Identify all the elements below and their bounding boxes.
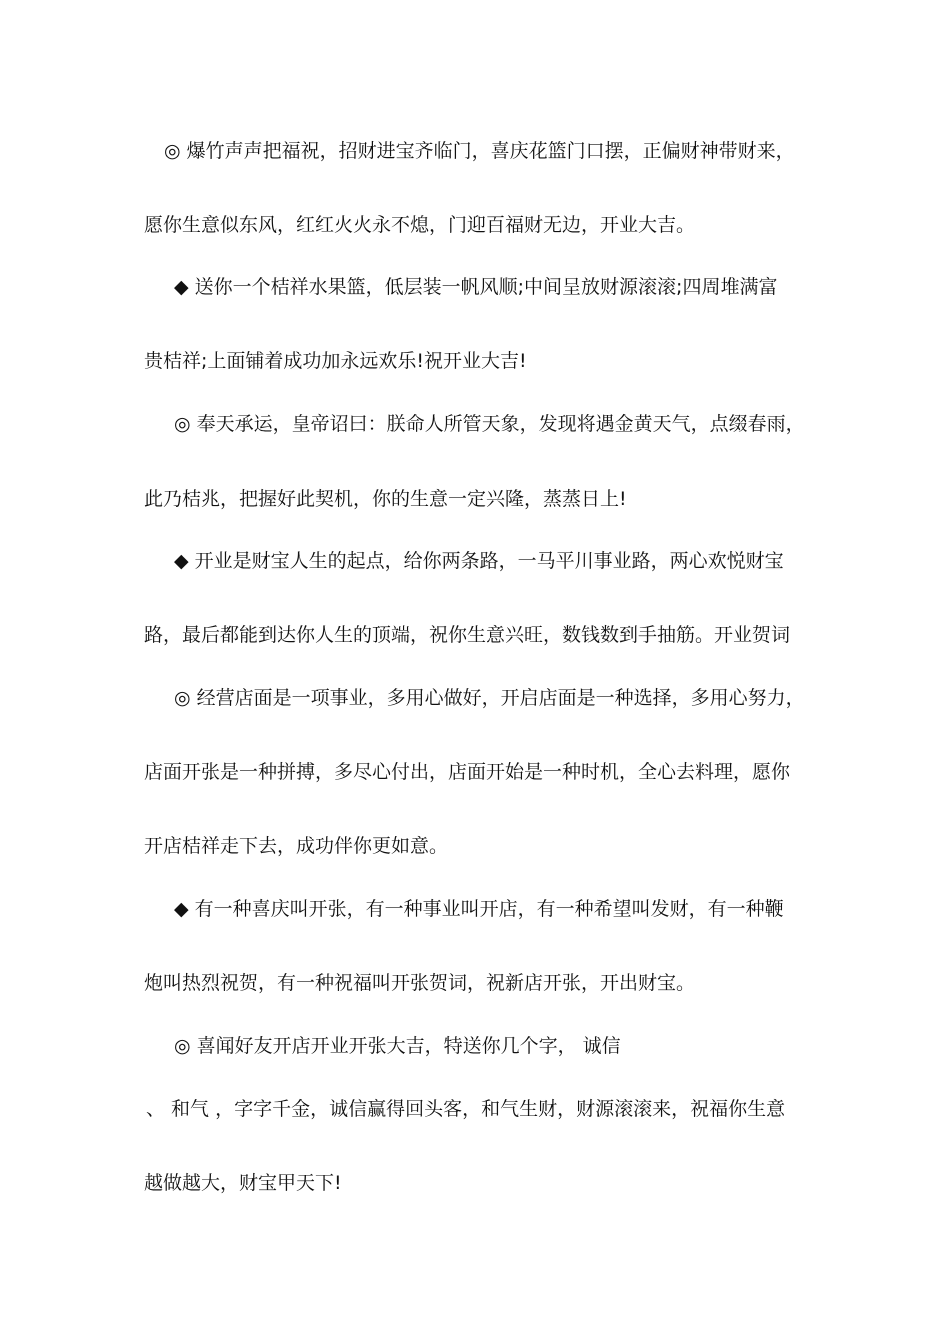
text-line: 开店桔祥走下去，成功伴你更如意。: [144, 835, 449, 857]
text-line: ◆ 送你一个桔祥水果篮，低层装一帆风顺;中间呈放财源滚滚;四周堆满富: [174, 276, 778, 298]
text-line: ◎ 喜闻好友开店开业开张大吉，特送你几个字， 诚信: [174, 1035, 621, 1057]
text-line: 、 和气 ，字字千金，诚信赢得回头客，和气生财，财源滚滚来，祝福你生意: [146, 1098, 786, 1120]
text-line: ◆ 开业是财宝人生的起点，给你两条路，一马平川事业路，两心欢悦财宝: [174, 550, 784, 572]
text-line: ◆ 有一种喜庆叫开张，有一种事业叫开店，有一种希望叫发财，有一种鞭: [174, 898, 784, 920]
text-line: ◎ 爆竹声声把福祝，招财进宝齐临门，喜庆花篮门口摆，正偏财神带财来，: [164, 140, 795, 162]
text-line: 贵桔祥;上面铺着成功加永远欢乐!祝开业大吉!: [144, 350, 527, 372]
text-line: ◎ 经营店面是一项事业，多用心做好，开启店面是一种选择，多用心努力，: [174, 687, 805, 709]
text-line: 愿你生意似东风，红红火火永不熄，门迎百福财无边，开业大吉。: [144, 214, 696, 236]
text-line: 越做越大，财宝甲天下!: [144, 1172, 342, 1194]
text-line: 炮叫热烈祝贺，有一种祝福叫开张贺词，祝新店开张，开出财宝。: [144, 972, 696, 994]
text-line: 路，最后都能到达你人生的顶端，祝你生意兴旺，数钱数到手抽筋。开业贺词: [144, 624, 791, 646]
text-line: 店面开张是一种拼搏，多尽心付出，店面开始是一种时机，全心去料理，愿你: [144, 761, 791, 783]
text-line: 此乃桔兆，把握好此契机，你的生意一定兴隆，蒸蒸日上!: [144, 488, 627, 510]
text-line: ◎ 奉天承运，皇帝诏曰：朕命人所管天象，发现将遇金黄天气，点缀春雨，: [174, 413, 805, 435]
